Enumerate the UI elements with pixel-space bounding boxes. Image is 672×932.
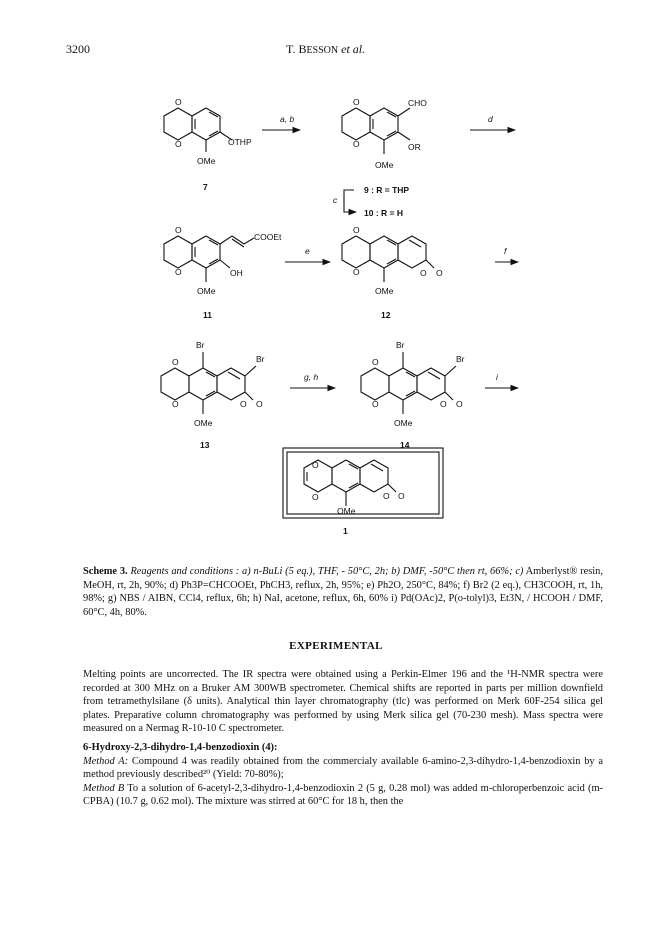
br-label: Br <box>196 340 205 350</box>
arrow-label-i: i <box>496 372 498 382</box>
caption-line: : a) n-BuLi (5 eq.), THF, - 50°C, 2h; b) DMF, -50°C then rt, 66%; c) <box>233 566 524 577</box>
method-b-text: To a solution of 6-acetyl-2,3-dihydro-1,4-benzodioxin 2 (5 g, 0.28 mol) was added m-chloroperbenzoic acid (m-CPBA) (10.7 g, 0.62 mol). The mixture was stirred at 60°C for 18 h, then the <box>83 782 603 808</box>
o-label: O <box>372 357 379 367</box>
compound-label-11: 11 <box>203 310 212 320</box>
o-label: O <box>175 97 182 107</box>
o-label: O <box>175 267 182 277</box>
arrow-label-ab: a, b <box>280 114 295 124</box>
o-label: O <box>175 139 182 149</box>
method-b <box>83 782 603 809</box>
o-label: O <box>436 268 443 278</box>
or-label: OR <box>408 142 421 152</box>
author-suffix: et al. <box>338 42 366 56</box>
o-label: O <box>175 225 182 235</box>
o-label: O <box>353 139 360 149</box>
o-label: O <box>398 491 405 501</box>
experimental-heading: EXPERIMENTAL <box>289 640 383 652</box>
o-label: O <box>353 267 360 277</box>
caption-subtitle: Reagents and conditions <box>130 566 233 577</box>
cooet-label: COOEt <box>254 232 282 242</box>
compound-label-13: 13 <box>200 440 210 450</box>
arrow-label-e: e <box>305 246 310 256</box>
experimental-paragraph: Melting points are uncorrected. The IR spectra were obtained using a Perkin-Elmer 196 and the ¹H-NMR spectra were recorded at 300 MHz on a Bruker AM 300WB spectrometer. Chemical shifts are reported in parts per million downfield from tetramethylsilane (δ units). Analytical thin layer chromatography (tlc) was performed on Merk 60F-254 silica gel plates. Preparative column chromatography was performed by using Merk silica gel (70-230 mesh). Mass spectra were measured on a Nermag R-10-10 C spectrometer. <box>83 669 603 735</box>
o-label: O <box>456 399 463 409</box>
oh-label: OH <box>230 268 243 278</box>
arrow-label-gh: g, h <box>304 372 319 382</box>
arrow-label-c: c <box>333 195 338 205</box>
compound-label-1: 1 <box>343 526 348 536</box>
page-number: 3200 <box>66 42 90 56</box>
o-label: O <box>372 399 379 409</box>
caption-line: f) Br2 (2 eq.), CH3COOH, rt, 1h, 98%; g) NBS / AIBN, CCl4, reflux, 6h; h) NaI, acetone, reflux, 6h, 60% i) <box>83 579 603 605</box>
author-small: ESSON <box>306 45 339 56</box>
author-prefix: T. B <box>286 42 307 56</box>
compound-label-14: 14 <box>400 440 410 450</box>
ome-label: OMe <box>375 286 394 296</box>
ome-label: OMe <box>194 418 213 428</box>
br-label: Br <box>396 340 405 350</box>
r-def-10: 10 : R = H <box>364 208 403 218</box>
ome-label: OMe <box>337 506 356 516</box>
cho-label: CHO <box>408 98 427 108</box>
compound-4-section <box>83 741 603 809</box>
caption-line: Amberlyst® resin, MeOH, rt, 2h, 90%; d) Ph3P=CHCOOEt, PhCH3, reflux, 2h, 95%; e) Ph2O, 250°C, 84%; <box>83 566 603 591</box>
method-a-label: Method A: <box>83 755 129 767</box>
o-label: O <box>172 357 179 367</box>
compound-label-7: 7 <box>203 182 208 192</box>
o-label: O <box>353 97 360 107</box>
o-label: O <box>256 399 263 409</box>
target-box-outer <box>283 448 443 518</box>
o-label: O <box>172 399 179 409</box>
method-a-text: Compound 4 was readily obtained from the commercialy available 6-amino-2,3-dihydro-1,4-benzodioxin by a method previously described²⁰ (Yield: 70-80%); <box>83 755 603 781</box>
o-label: O <box>312 460 319 470</box>
arrow-c <box>344 190 356 212</box>
br-label: Br <box>456 354 465 364</box>
o-label: O <box>440 399 447 409</box>
o-label: O <box>240 399 247 409</box>
caption-title: Scheme 3. <box>83 566 128 577</box>
o-label: O <box>353 225 360 235</box>
method-b-label: Method B <box>83 782 125 794</box>
method-a <box>83 755 603 782</box>
o-label: O <box>312 492 319 502</box>
caption-line: Pd(OAc)2, P(o-tolyl)3, Et3N, / HCOOH / DMF, 60°C, 4h, 80%. <box>83 593 603 618</box>
ome-label: OMe <box>394 418 413 428</box>
br-label: Br <box>256 354 265 364</box>
ome-label: OMe <box>197 156 216 166</box>
arrow-label-f: f <box>504 246 507 256</box>
o-label: O <box>420 268 427 278</box>
compound-4-title: 6-Hydroxy-2,3-dihydro-1,4-benzodioxin (4): <box>83 742 278 753</box>
scheme-caption <box>83 565 603 619</box>
arrow-label-d: d <box>488 114 493 124</box>
ome-label: OMe <box>375 160 394 170</box>
compound-label-12: 12 <box>381 310 391 320</box>
target-box-inner <box>287 452 439 514</box>
o-label: O <box>383 491 390 501</box>
ome-label: OMe <box>197 286 216 296</box>
othp-label: OTHP <box>228 137 252 147</box>
r-def-9: 9 : R = THP <box>364 185 410 195</box>
